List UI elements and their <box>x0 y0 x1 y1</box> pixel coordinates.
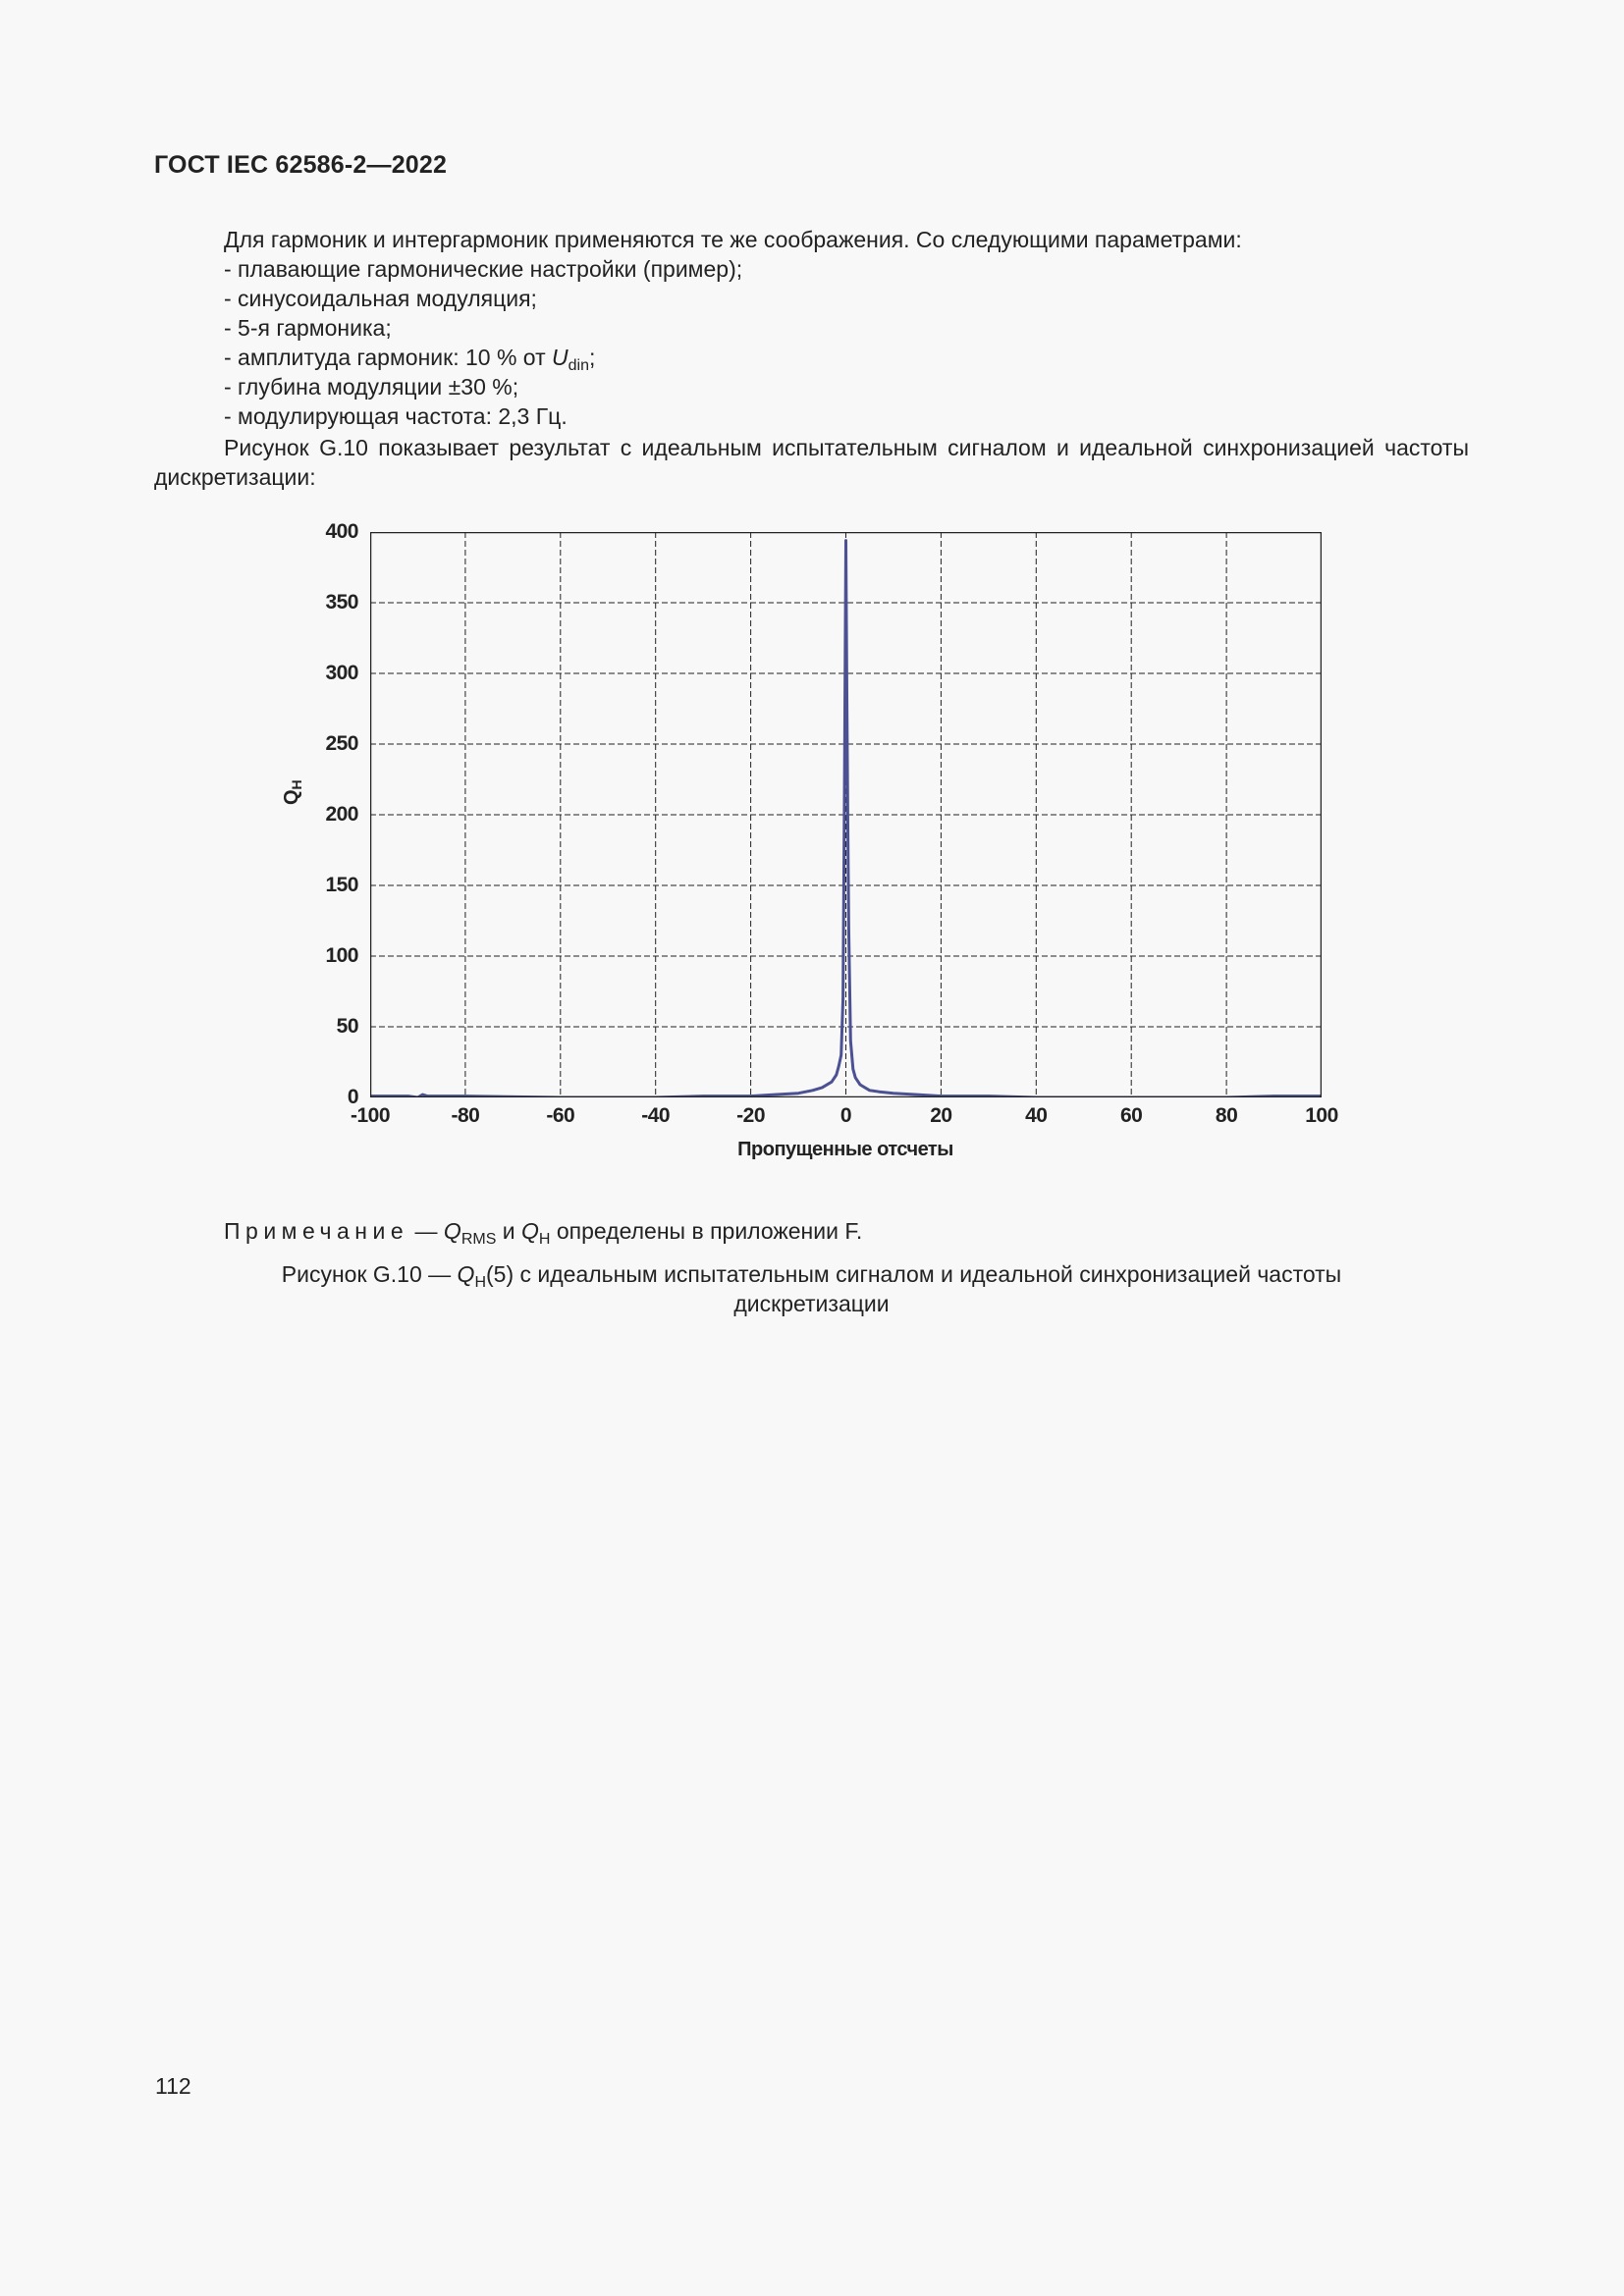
caption-line-1: Рисунок G.10 — $Q_H(5)$ с идеальным испытательным сигналом и идеальной синхронизацией частоты <box>281 1261 1342 1291</box>
x-tick-label: -100 <box>350 1104 391 1127</box>
list-item: - плавающие гармонические настройки (пример); <box>224 256 743 282</box>
list-item: - модулирующая частота: 2,3 Гц. <box>224 403 568 429</box>
x-tick-label: -60 <box>546 1104 575 1127</box>
x-tick-label: 20 <box>930 1104 952 1127</box>
plot-area <box>370 532 1322 1097</box>
y-tick-label: 250 <box>325 732 358 755</box>
x-tick-label: 40 <box>1025 1104 1048 1127</box>
x-tick-label: 0 <box>839 1104 852 1127</box>
list-item: - амплитуда гармоник: 10 % от $U_{din}$; <box>224 345 596 374</box>
figure-caption <box>154 1259 1469 1318</box>
y-tick-label: 0 <box>347 1086 358 1108</box>
qh-chart <box>275 510 1355 1178</box>
caption-line-2: дискретизации <box>733 1291 890 1316</box>
x-tick-label: -80 <box>451 1104 480 1127</box>
y-tick-label: 50 <box>336 1015 358 1038</box>
parameter-list <box>224 254 742 431</box>
y-tick-label: 300 <box>325 662 358 684</box>
x-tick-label: 60 <box>1120 1104 1143 1127</box>
page-number: 112 <box>155 2073 191 2099</box>
list-item: - глубина модуляции ±30 %; <box>224 374 519 400</box>
x-tick-label: 80 <box>1215 1104 1238 1127</box>
x-tick-label: -20 <box>736 1104 766 1127</box>
y-axis-label: $Q_H$ <box>281 779 304 805</box>
y-tick-label: 350 <box>325 591 358 614</box>
figure-note: Примечание — $Q_{RMS}$ и $Q_H$ определены в приложении F. <box>224 1218 863 1248</box>
list-item: - синусоидальная модуляция; <box>224 286 537 311</box>
y-tick-label: 400 <box>325 520 358 543</box>
intro-paragraph: Для гармоник и интергармоник применяются те же соображения. Со следующими параметрами: <box>224 227 1242 252</box>
document-header: ГОСТ IEC 62586-2—2022 <box>154 151 448 179</box>
x-axis-label: Пропущенные отсчеты <box>737 1139 953 1160</box>
x-tick-label: 100 <box>1305 1104 1338 1127</box>
list-item: - 5-я гармоника; <box>224 315 392 341</box>
u-din-symbol: U <box>552 345 568 370</box>
y-tick-label: 150 <box>325 874 358 896</box>
x-tick-label: -40 <box>641 1104 671 1127</box>
figure-reference-paragraph: Рисунок G.10 показывает результат с идеальным испытательным сигналом и идеальной синхронизацией частоты дискретизации: <box>154 435 1469 490</box>
y-tick-label: 200 <box>325 803 358 826</box>
note-label: Примечание <box>224 1218 409 1244</box>
y-tick-label: 100 <box>325 944 358 967</box>
